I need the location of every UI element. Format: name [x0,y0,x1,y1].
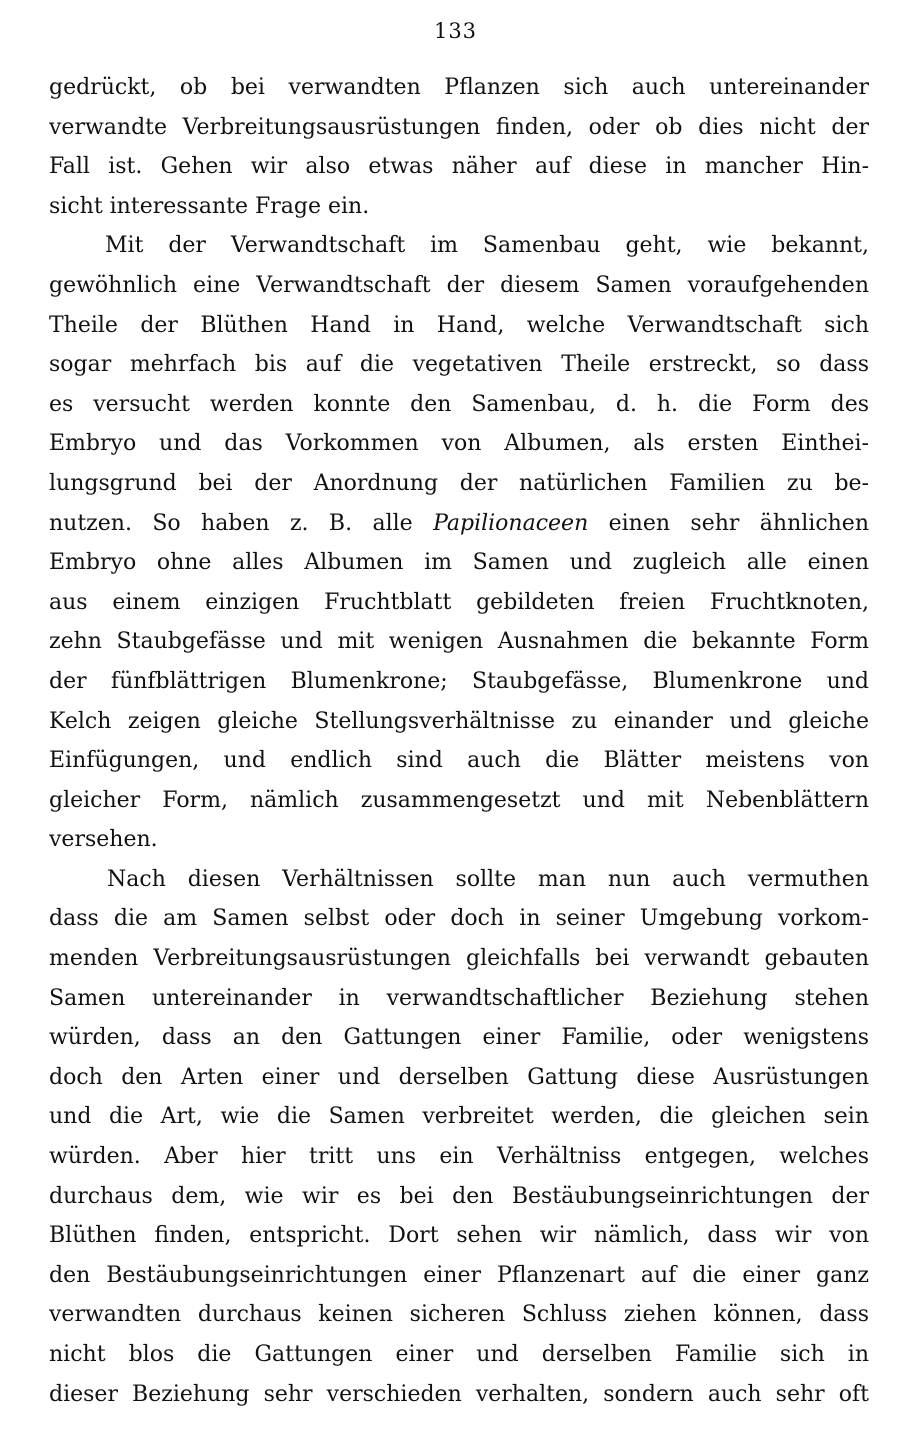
text-line: Embryo ohne alles Albumen im Samen und zugleich alle einen [49,550,869,576]
text-line: und die Art, wie die Samen verbreitet werden, die gleichen sein [49,1104,869,1130]
text-line: dieser Beziehung sehr verschieden verhalten, sondern auch sehr oft [49,1381,869,1407]
text-line: durchaus dem, wie wir es bei den Bestäubungseinrichtungen der [49,1183,869,1209]
text-line: sicht interessante Frage ein. [49,193,370,219]
text-line: den Bestäubungseinrichtungen einer Pflanzenart auf die einer ganz [49,1262,869,1288]
text-line: verwandten durchaus keinen sicheren Schluss ziehen können, dass [49,1302,869,1328]
text-line: Mit der Verwandtschaft im Samenbau geht, wie bekannt, [105,233,869,259]
text-line: Nach diesen Verhältnissen sollte man nun auch vermuthen [107,866,869,892]
text-line: versehen. [49,827,158,853]
text-line: gedrückt, ob bei verwandten Pflanzen sich auch untereinander [49,75,869,100]
text-line: Embryo und das Vorkommen von Albumen, als ersten Einthei- [49,431,869,457]
text-line: Samen untereinander in verwandtschaftlicher Beziehung stehen [49,985,869,1011]
text-line: Theile der Blüthen Hand in Hand, welche Verwandtschaft sich [49,312,869,338]
text-fragment: einen sehr ähnlichen [588,510,869,536]
text-line: verwandte Verbreitungsausrüstungen finden, oder ob dies nicht der [49,114,869,140]
text-line: gewöhnlich eine Verwandtschaft der diesem Samen voraufgehenden [49,272,869,298]
body-text [49,68,869,1414]
text-line: würden. Aber hier tritt uns ein Verhältniss entgegen, welches [49,1144,869,1170]
text-fragment: nutzen. So haben z. B. alle [49,510,434,536]
text-line: sogar mehrfach bis auf die vegetativen Theile erstreckt, so dass [49,352,869,378]
text-line-with-italic [49,504,869,544]
text-line: Fall ist. Gehen wir also etwas näher auf diese in mancher Hin- [49,154,869,180]
text-line: es versucht werden konnte den Samenbau, d. h. die Form des [49,391,869,417]
text-line: dass die am Samen selbst oder doch in seiner Umgebung vorkom- [49,906,869,932]
text-line: doch den Arten einer und derselben Gattung diese Ausrüstungen [49,1064,869,1090]
text-line: würden, dass an den Gattungen einer Familie, oder wenigstens [49,1025,869,1051]
text-line: zehn Staubgefässe und mit wenigen Ausnahmen die bekannte Form [49,629,869,655]
text-line: der fünfblättrigen Blumenkrone; Staubgefässe, Blumenkrone und [49,668,869,694]
italic-term: Papilionaceen [433,510,589,536]
page-number: 133 [433,19,478,43]
text-line: menden Verbreitungsausrüstungen gleichfalls bei verwandt gebauten [49,946,869,972]
text-line: gleicher Form, nämlich zusammengesetzt und mit Nebenblättern [49,787,869,813]
text-line: aus einem einzigen Fruchtblatt gebildeten freien Fruchtknoten, [49,589,869,615]
text-line: lungsgrund bei der Anordnung der natürlichen Familien zu be- [49,470,869,496]
text-line: Einfügungen, und endlich sind auch die Blätter meistens von [49,748,869,774]
text-line: Kelch zeigen gleiche Stellungsverhältnisse zu einander und gleiche [49,708,869,734]
text-line: nicht blos die Gattungen einer und derselben Familie sich in [49,1342,869,1367]
text-line: Blüthen finden, entspricht. Dort sehen wir nämlich, dass wir von [49,1223,869,1249]
